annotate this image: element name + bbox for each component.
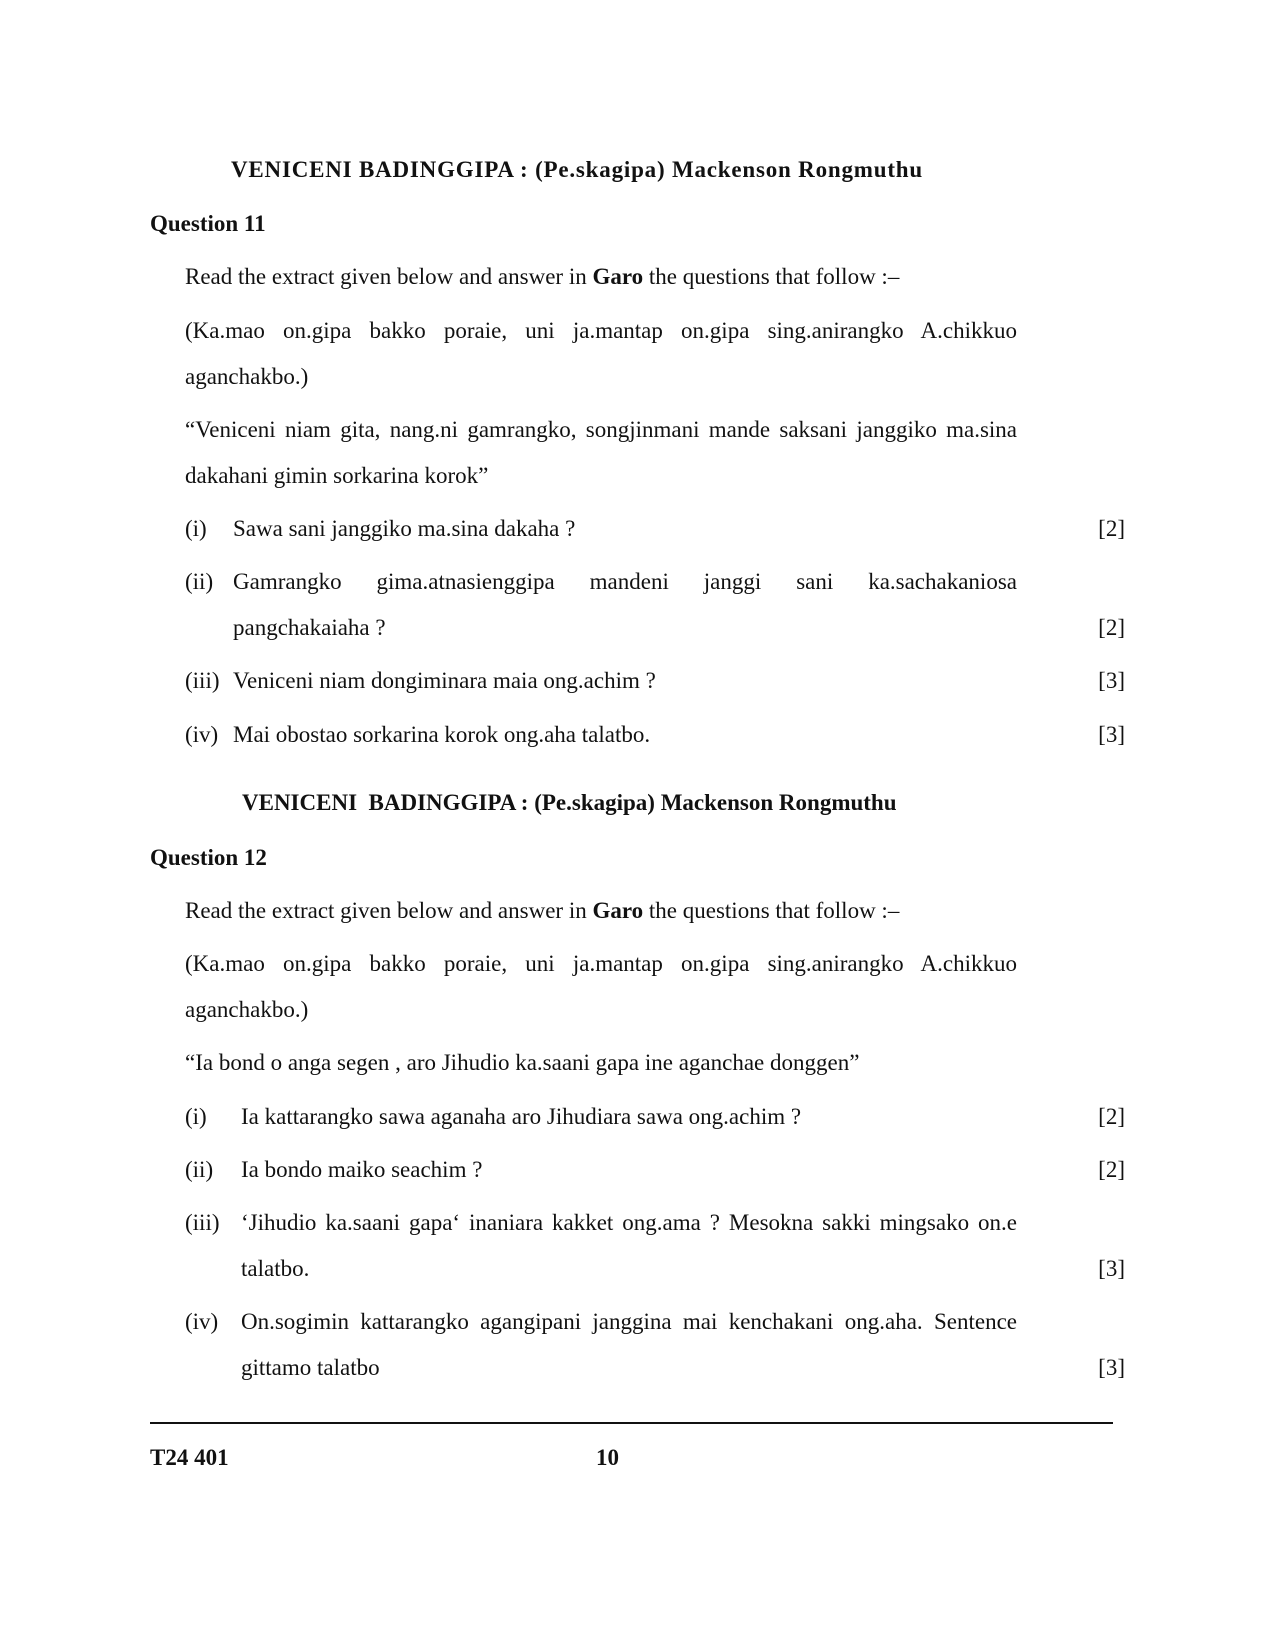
footer-rule xyxy=(150,1422,1113,1424)
sub-question-text: Ia bondo maiko seachim ? xyxy=(241,1157,483,1182)
extract-line: “Veniceni niam gita, nang.ni gamrangko, songjinmani mande saksani janggiko ma.sina xyxy=(185,417,1017,442)
marks: [2] xyxy=(1098,1157,1125,1182)
garo-instruction-line: (Ka.mao on.gipa bakko poraie, uni ja.mantap on.gipa sing.anirangko A.chikkuo xyxy=(185,951,1017,976)
garo-instruction-line: (Ka.mao on.gipa bakko poraie, uni ja.mantap on.gipa sing.anirangko A.chikkuo xyxy=(185,318,1017,343)
garo-instruction-line: aganchakbo.) xyxy=(185,364,309,389)
sub-question-text: ‘Jihudio ka.saani gapa‘ inaniara kakket ong.ama ? Mesokna sakki mingsako on.e xyxy=(241,1210,1017,1235)
marks: [3] xyxy=(1098,722,1125,747)
sub-question-text: Ia kattarangko sawa aganaha aro Jihudiara sawa ong.achim ? xyxy=(241,1104,802,1129)
garo-instruction-line: aganchakbo.) xyxy=(185,997,309,1022)
marks: [2] xyxy=(1098,615,1125,640)
instruction-language: Garo xyxy=(592,898,644,923)
instruction-text: the questions that follow :– xyxy=(643,898,900,923)
marks: [2] xyxy=(1098,516,1125,541)
marks: [2] xyxy=(1098,1104,1125,1129)
sub-question-text: On.sogimin kattarangko agangipani janggina mai kenchakani ong.aha. Sentence xyxy=(241,1309,1017,1334)
sub-question-number: (iii) xyxy=(185,1210,220,1235)
sub-question-number: (ii) xyxy=(185,1157,214,1182)
sub-question-number: (iv) xyxy=(185,722,219,747)
sub-question-text: Sawa sani janggiko ma.sina dakaha ? xyxy=(233,516,576,541)
instruction xyxy=(185,264,899,290)
sub-question-text: Veniceni niam dongiminara maia ong.achim ? xyxy=(233,668,656,693)
instruction-text: Read the extract given below and answer in xyxy=(185,264,593,289)
instruction xyxy=(185,898,899,924)
sub-question-text: Mai obostao sorkarina korok ong.aha talatbo. xyxy=(233,722,651,747)
sub-question-number: (ii) xyxy=(185,569,214,594)
sub-question-number: (iv) xyxy=(185,1309,219,1334)
instruction-language: Garo xyxy=(592,264,644,289)
sub-question-text-continued: gittamo talatbo xyxy=(241,1355,380,1380)
marks: [3] xyxy=(1098,1355,1125,1380)
sub-question-number: (i) xyxy=(185,516,207,541)
sub-question-text-continued: talatbo. xyxy=(241,1256,310,1281)
question-title: Question 11 xyxy=(150,211,266,236)
sub-question-text-continued: pangchakaiaha ? xyxy=(233,615,386,640)
sub-question-text: Gamrangko gima.atnasienggipa mandeni janggi sani ka.sachakaniosa xyxy=(233,569,1017,594)
section-heading: VENICENI BADINGGIPA : (Pe.skagipa) Mackenson Rongmuthu xyxy=(231,157,923,182)
marks: [3] xyxy=(1098,668,1125,693)
instruction-text: the questions that follow :– xyxy=(643,264,900,289)
paper-code: T24 401 xyxy=(150,1445,229,1470)
instruction-text: Read the extract given below and answer in xyxy=(185,898,593,923)
marks: [3] xyxy=(1098,1256,1125,1281)
sub-question-number: (iii) xyxy=(185,668,220,693)
section-heading: VENICENI BADINGGIPA : (Pe.skagipa) Mackenson Rongmuthu xyxy=(242,790,897,815)
extract-line: “Ia bond o anga segen , aro Jihudio ka.saani gapa ine aganchae donggen” xyxy=(185,1050,860,1075)
page-number: 10 xyxy=(596,1445,619,1470)
extract-line: dakahani gimin sorkarina korok” xyxy=(185,463,489,488)
sub-question-number: (i) xyxy=(185,1104,207,1129)
question-title: Question 12 xyxy=(150,845,267,870)
